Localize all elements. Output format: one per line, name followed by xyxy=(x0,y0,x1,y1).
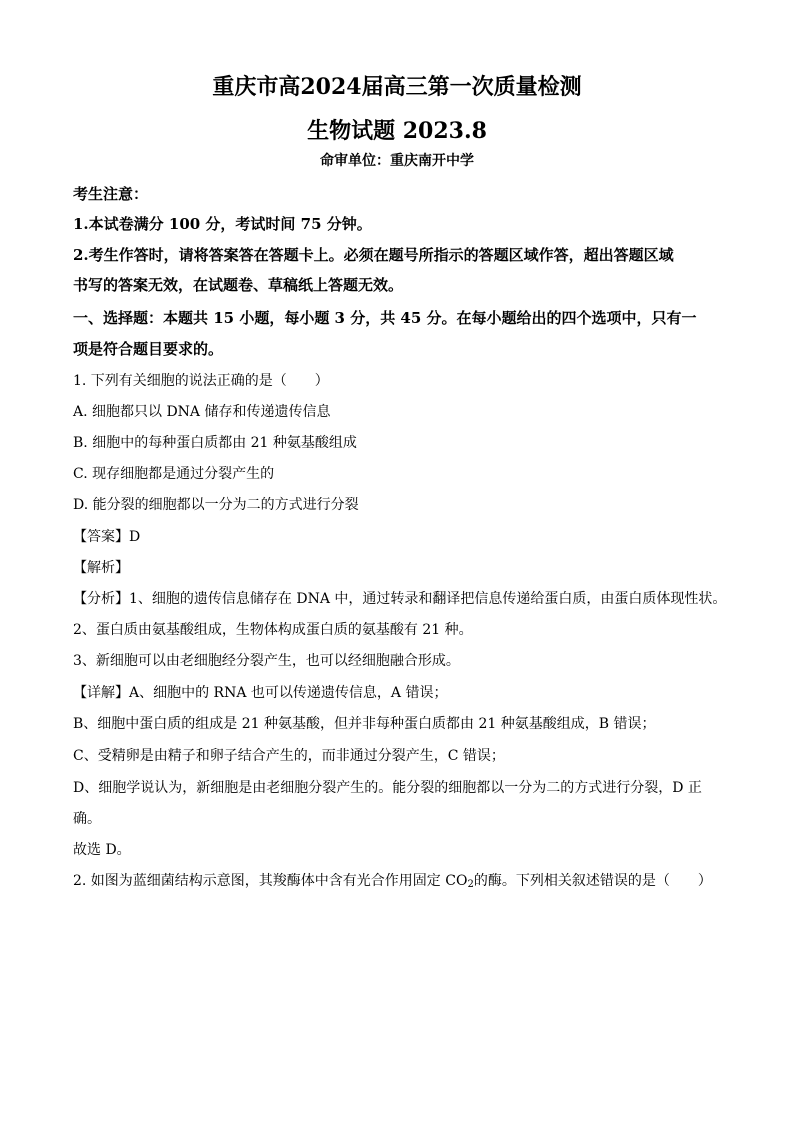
notice-item-2-line1: 2.考生作答时，请将答案答在答题卡上。必须在题号所指示的答题区域作答，超出答题区域 xyxy=(73,246,674,264)
analysis-tag: 【解析】 xyxy=(73,560,129,576)
question-1-option-b: B. 细胞中的每种蛋白质都由 21 种氨基酸组成 xyxy=(73,435,357,451)
question-2-stem xyxy=(73,870,712,890)
question-1-option-d: D. 能分裂的细胞都以一分为二的方式进行分裂 xyxy=(73,497,359,513)
xiangjie-line-b: B、细胞中蛋白质的组成是 21 种氨基酸，但并非每种蛋白质都由 21 种氨基酸组成，B 错误； xyxy=(73,716,656,732)
fenxi-text-1: 1、细胞的遗传信息储存在 DNA 中，通过转录和翻译把信息传递给蛋白质，由蛋白质体现性状。 xyxy=(129,591,727,607)
answer-value: D xyxy=(129,529,141,545)
fenxi-tag: 【分析】 xyxy=(73,591,129,607)
question-2-stem-after: 的酶。下列相关叙述错误的是（ ） xyxy=(473,873,712,889)
conclusion-line: 故选 D。 xyxy=(73,842,131,858)
answer-line xyxy=(73,526,140,546)
xiangjie-line-d2: 确。 xyxy=(73,811,101,827)
exam-title: 重庆市高2024届高三第一次质量检测 xyxy=(212,74,582,100)
fenxi-line-1 xyxy=(73,588,726,608)
xiangjie-line-c: C、受精卵是由精子和卵子结合产生的，而非通过分裂产生，C 错误； xyxy=(73,748,505,764)
fenxi-line-2: 2、蛋白质由氨基酸组成，生物体构成蛋白质的氨基酸有 21 种。 xyxy=(73,622,473,638)
question-2-subscript: 2 xyxy=(467,879,474,890)
notice-item-2-line2: 书写的答案无效，在试题卷、草稿纸上答题无效。 xyxy=(73,276,404,294)
question-1-stem: 1. 下列有关细胞的说法正确的是（ ） xyxy=(73,373,329,389)
notice-heading: 考生注意： xyxy=(73,185,149,203)
question-2-stem-before: 2. 如图为蓝细菌结构示意图，其羧酶体中含有光合作用固定 CO xyxy=(73,873,468,889)
fenxi-line-3: 3、新细胞可以由老细胞经分裂产生，也可以经细胞融合形成。 xyxy=(73,653,460,669)
question-1-option-c: C. 现存细胞都是通过分裂产生的 xyxy=(73,466,275,482)
section-heading-line2: 项是符合题目要求的。 xyxy=(73,340,224,358)
xiangjie-text-a: A、细胞中的 RNA 也可以传递遗传信息，A 错误； xyxy=(129,685,448,701)
xiangjie-line-a xyxy=(73,682,447,702)
exam-subtitle: 生物试题 2023.8 xyxy=(307,118,487,144)
section-heading-line1: 一、选择题：本题共 15 小题，每小题 3 分，共 45 分。在每小题给出的四个选项中，只有一 xyxy=(73,309,697,327)
question-1-option-a: A. 细胞都只以 DNA 储存和传递遗传信息 xyxy=(73,404,331,420)
answer-tag: 【答案】 xyxy=(73,529,129,545)
exam-author: 命审单位：重庆南开中学 xyxy=(320,153,474,169)
notice-item-1: 1.本试卷满分 100 分，考试时间 75 分钟。 xyxy=(73,215,372,233)
xiangjie-line-d1: D、细胞学说认为，新细胞是由老细胞分裂产生的。能分裂的细胞都以一分为二的方式进行分裂，D 正 xyxy=(73,780,702,796)
xiangjie-tag: 【详解】 xyxy=(73,685,129,701)
